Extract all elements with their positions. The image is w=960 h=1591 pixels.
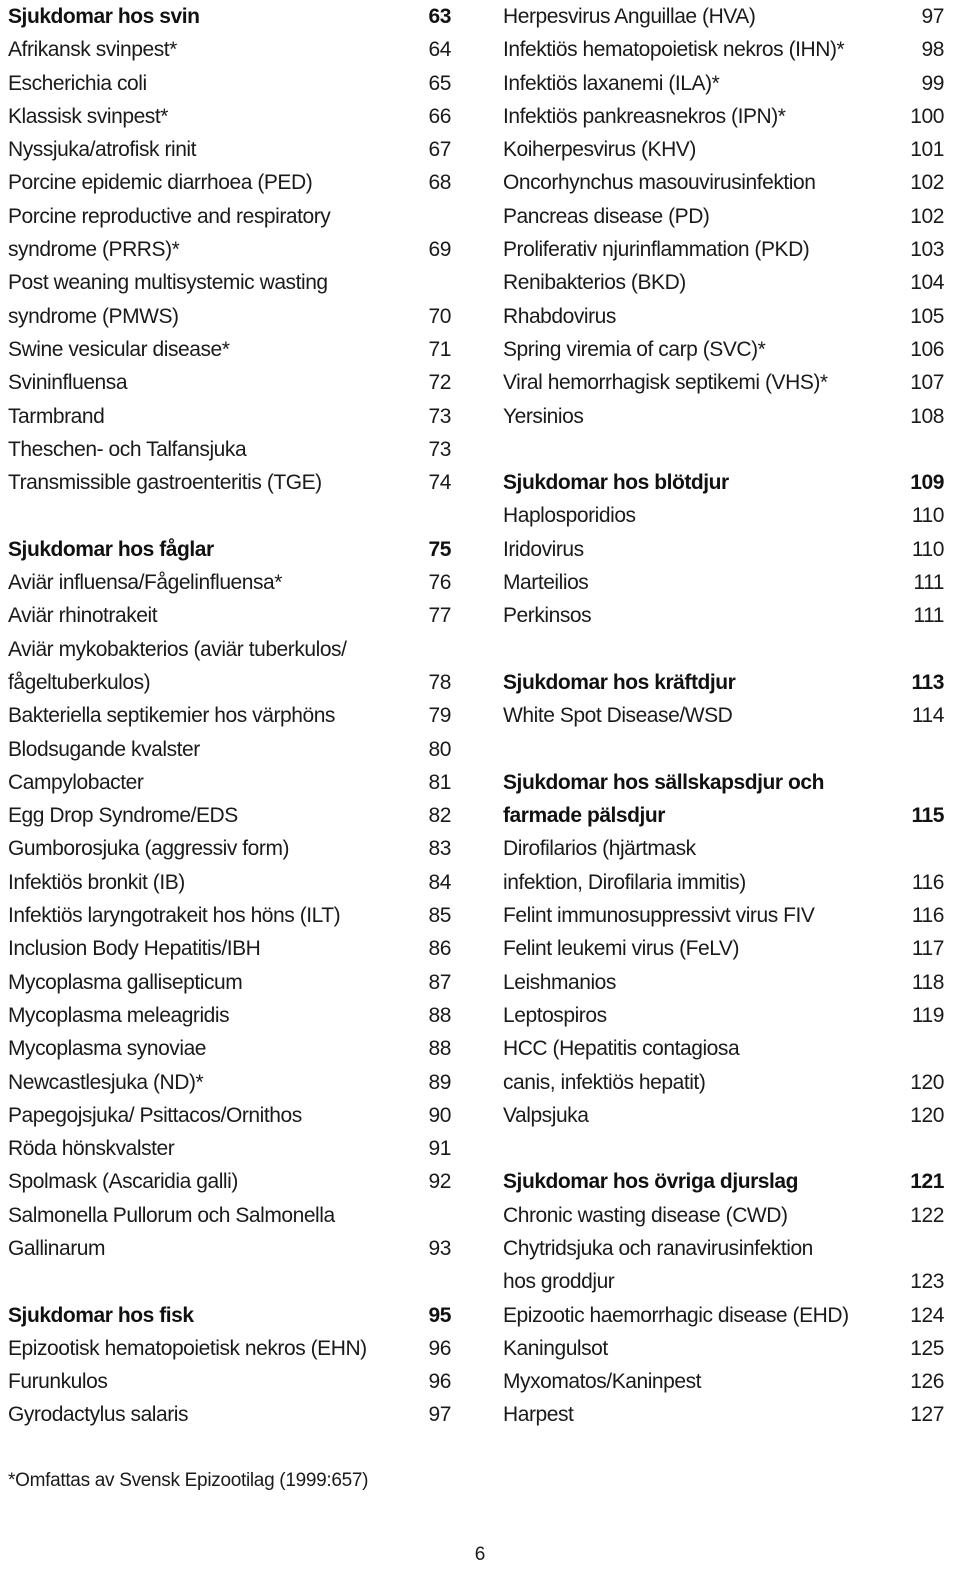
toc-entry: [503, 366, 944, 399]
page-ref: 91: [428, 1137, 451, 1161]
entry-title: Infektiös bronkit (IB): [8, 870, 185, 894]
page-ref: 113: [911, 670, 944, 694]
toc-entry: [8, 1199, 451, 1232]
page-ref: 68: [428, 171, 451, 195]
section-spacer: [503, 1132, 944, 1165]
entry-title: Perkinsos: [503, 604, 592, 628]
page-ref: 123: [910, 1270, 944, 1294]
toc-entry: [503, 566, 944, 599]
toc-entry: [8, 166, 451, 199]
toc-entry: [503, 533, 944, 566]
page-ref: 74: [428, 471, 451, 495]
toc-entry: [503, 100, 944, 133]
page-ref: 115: [911, 804, 944, 828]
toc-entry: [503, 1032, 944, 1065]
page-ref: 118: [911, 970, 944, 994]
toc-section-heading: [503, 766, 944, 799]
entry-title: Felint immunosuppressivt virus FIV: [503, 904, 815, 928]
page-ref: 79: [428, 704, 451, 728]
entry-title: Felint leukemi virus (FeLV): [503, 937, 740, 961]
page-ref: 106: [910, 337, 944, 361]
section-spacer: [503, 433, 944, 466]
entry-title: Inclusion Body Hepatitis/IBH: [8, 937, 261, 961]
heading-title: Sjukdomar hos fåglar: [8, 537, 214, 561]
page-ref: 71: [428, 337, 451, 361]
entry-title: Dirofilarios (hjärtmask: [503, 837, 696, 861]
page-ref: 87: [428, 970, 451, 994]
toc-entry: [8, 1332, 451, 1365]
entry-title: Koiherpesvirus (KHV): [503, 138, 696, 162]
entry-title: Röda hönskvalster: [8, 1137, 175, 1161]
toc-entry: [8, 799, 451, 832]
toc-entry: [503, 1099, 944, 1132]
entry-title: Transmissible gastroenteritis (TGE): [8, 471, 322, 495]
page-ref: 126: [910, 1370, 944, 1394]
page-ref: 86: [428, 937, 451, 961]
toc-entry: [8, 1165, 451, 1198]
entry-title: Pancreas disease (PD): [503, 204, 710, 228]
toc-entry: [503, 1365, 944, 1398]
section-spacer: [8, 499, 451, 532]
entry-title: Epizootic haemorrhagic disease (EHD): [503, 1303, 849, 1327]
toc-entry: [503, 866, 944, 899]
entry-title: Porcine reproductive and respiratory: [8, 204, 331, 228]
page-ref: 67: [428, 138, 451, 162]
toc-entry: [503, 699, 944, 732]
page-ref: 80: [428, 737, 451, 761]
entry-title: Egg Drop Syndrome/EDS: [8, 804, 238, 828]
toc-section-heading: [503, 666, 944, 699]
page-ref: 96: [428, 1336, 451, 1360]
entry-title: Chronic wasting disease (CWD): [503, 1203, 788, 1227]
page-ref: 95: [428, 1303, 451, 1327]
page-ref: 102: [910, 171, 944, 195]
entry-title: hos groddjur: [503, 1270, 615, 1294]
entry-title: Newcastlesjuka (ND)*: [8, 1070, 204, 1094]
entry-title: Blodsugande kvalster: [8, 737, 200, 761]
entry-title: Bakteriella septikemier hos värphöns: [8, 704, 335, 728]
page-ref: 85: [428, 904, 451, 928]
page-ref: 63: [428, 5, 451, 28]
toc-entry: [8, 932, 451, 965]
toc-entry: [503, 1265, 944, 1298]
entry-title: syndrome (PRRS)*: [8, 238, 180, 262]
page-ref: 105: [910, 304, 944, 328]
page-ref: 70: [428, 304, 451, 328]
entry-title: Herpesvirus Anguillae (HVA): [503, 5, 756, 28]
page-ref: 103: [910, 238, 944, 262]
entry-title: Rhabdovirus: [503, 304, 616, 328]
page-ref: 99: [921, 71, 944, 95]
toc-entry: [8, 133, 451, 166]
heading-title: Sjukdomar hos svin: [8, 5, 200, 28]
page-ref: 124: [910, 1303, 944, 1327]
footnote: *Omfattas av Svensk Epizootilag (1999:657): [8, 1470, 369, 1491]
toc-entry: [8, 666, 451, 699]
page-ref: 102: [910, 204, 944, 228]
section-spacer: [503, 633, 944, 666]
toc-entry: [503, 999, 944, 1032]
page-ref: 82: [428, 804, 451, 828]
entry-title: Oncorhynchus masouvirusinfektion: [503, 171, 816, 195]
page-ref: 116: [911, 904, 944, 928]
heading-title: Sjukdomar hos blötdjur: [503, 471, 729, 495]
page-ref: 81: [428, 770, 451, 794]
page-ref: 119: [911, 1003, 944, 1027]
entry-title: Gyrodactylus salaris: [8, 1403, 189, 1427]
toc-entry: [503, 899, 944, 932]
page-ref: 111: [913, 604, 944, 628]
entry-title: Leishmanios: [503, 970, 616, 994]
page-ref: 104: [910, 271, 944, 295]
entry-title: Viral hemorrhagisk septikemi (VHS)*: [503, 371, 828, 395]
entry-title: Kaningulsot: [503, 1336, 608, 1360]
toc-entry: [503, 400, 944, 433]
entry-title: Aviär rhinotrakeit: [8, 604, 158, 628]
page-ref: 108: [910, 404, 944, 428]
entry-title: Infektiös hematopoietisk nekros (IHN)*: [503, 38, 845, 62]
page-ref: 72: [428, 371, 451, 395]
toc-section-heading: [8, 533, 451, 566]
toc-entry: [8, 899, 451, 932]
toc-section-heading: [503, 1165, 944, 1198]
page-ref: 98: [921, 38, 944, 62]
entry-title: Infektiös laxanemi (ILA)*: [503, 71, 720, 95]
entry-title: Klassisk svinpest*: [8, 104, 168, 128]
entry-title: Post weaning multisystemic wasting: [8, 271, 328, 295]
toc-entry: [8, 200, 451, 233]
toc-entry: [8, 1099, 451, 1132]
entry-title: Myxomatos/Kaninpest: [503, 1370, 702, 1394]
toc-entry: [8, 1132, 451, 1165]
entry-title: Salmonella Pullorum och Salmonella: [8, 1203, 335, 1227]
toc-entry: [8, 1365, 451, 1398]
page-ref: 69: [428, 238, 451, 262]
entry-title: Campylobacter: [8, 770, 144, 794]
toc-section-heading: [8, 1299, 451, 1332]
entry-title: Escherichia coli: [8, 71, 147, 95]
page-ref: 77: [428, 604, 451, 628]
page-ref: 110: [911, 537, 944, 561]
page-ref: 88: [428, 1037, 451, 1061]
page-ref: 97: [428, 1403, 451, 1427]
entry-title: Porcine epidemic diarrhoea (PED): [8, 171, 313, 195]
entry-title: Aviär influensa/Fågelinfluensa*: [8, 571, 283, 595]
toc-entry: [8, 966, 451, 999]
entry-title: Papegojsjuka/ Psittacos/Ornithos: [8, 1103, 302, 1127]
entry-title: Epizootisk hematopoietisk nekros (EHN): [8, 1336, 367, 1360]
entry-title: Yersinios: [503, 404, 584, 428]
toc-entry: [8, 333, 451, 366]
page-ref: 64: [428, 38, 451, 62]
toc-entry: [503, 233, 944, 266]
toc-entry: [503, 67, 944, 100]
toc-entry: [8, 1232, 451, 1265]
toc-entry: [503, 499, 944, 532]
toc-entry: [8, 733, 451, 766]
page-ref: 107: [910, 371, 944, 395]
entry-title: Proliferativ njurinflammation (PKD): [503, 238, 810, 262]
page-ref: 117: [911, 937, 944, 961]
entry-title: Leptospiros: [503, 1003, 607, 1027]
toc-entry: [503, 166, 944, 199]
page-ref: 97: [921, 5, 944, 28]
entry-title: Afrikansk svinpest*: [8, 38, 177, 62]
page-ref: 84: [428, 870, 451, 894]
page-ref: 110: [911, 504, 944, 528]
toc-entry: [503, 932, 944, 965]
toc-entry: [503, 1299, 944, 1332]
entry-title: Gallinarum: [8, 1236, 106, 1260]
toc-entry: [503, 33, 944, 66]
toc-entry: [8, 1398, 451, 1431]
toc-entry: [503, 300, 944, 333]
entry-title: fågeltuberkulos): [8, 670, 151, 694]
entry-title: Valpsjuka: [503, 1103, 589, 1127]
toc-entry: [8, 33, 451, 66]
toc-entry: [8, 866, 451, 899]
toc-entry: [503, 599, 944, 632]
toc-entry: [8, 633, 451, 666]
toc-entry: [503, 133, 944, 166]
entry-title: Marteilios: [503, 571, 589, 595]
entry-title: Harpest: [503, 1403, 574, 1427]
page-ref: 88: [428, 1003, 451, 1027]
entry-title: Nyssjuka/atrofisk rinit: [8, 138, 197, 162]
heading-title: Sjukdomar hos kräftdjur: [503, 670, 736, 694]
entry-title: Iridovirus: [503, 537, 584, 561]
toc-entry: [503, 0, 944, 33]
entry-title: Mycoplasma synoviae: [8, 1037, 207, 1061]
page-ref: 83: [428, 837, 451, 861]
toc-entry: [8, 699, 451, 732]
page-ref: 114: [911, 704, 944, 728]
page-ref: 92: [428, 1170, 451, 1194]
toc-entry: [8, 466, 451, 499]
entry-title: Mycoplasma meleagridis: [8, 1003, 230, 1027]
page-ref: 89: [428, 1070, 451, 1094]
section-spacer: [503, 733, 944, 766]
heading-title: Sjukdomar hos övriga djurslag: [503, 1170, 799, 1194]
toc-entry: [503, 200, 944, 233]
entry-title: Gumborosjuka (aggressiv form): [8, 837, 290, 861]
page-ref: 93: [428, 1236, 451, 1260]
page-number: 6: [474, 1544, 486, 1565]
entry-title: Furunkulos: [8, 1370, 108, 1394]
page-ref: 101: [910, 138, 944, 162]
toc-entry: [503, 1332, 944, 1365]
toc-entry: [8, 67, 451, 100]
heading-title: Sjukdomar hos fisk: [8, 1303, 194, 1327]
entry-title: Infektiös laryngotrakeit hos höns (ILT): [8, 904, 341, 928]
page-ref: 65: [428, 71, 451, 95]
page-ref: 120: [910, 1103, 944, 1127]
page-ref: 76: [428, 571, 451, 595]
toc-entry: [8, 1066, 451, 1099]
toc-entry: [503, 333, 944, 366]
page-ref: 125: [910, 1336, 944, 1360]
heading-title: farmade pälsdjur: [503, 804, 666, 828]
page-ref: 121: [910, 1170, 944, 1194]
page-ref: 78: [428, 670, 451, 694]
page-ref: 111: [913, 571, 944, 595]
page-ref: 66: [428, 104, 451, 128]
toc-entry: [8, 832, 451, 865]
page-ref: 109: [910, 471, 944, 495]
toc-entry: [8, 100, 451, 133]
toc-entry: [503, 1232, 944, 1265]
entry-title: Mycoplasma gallisepticum: [8, 970, 243, 994]
toc-entry: [8, 766, 451, 799]
toc-column-left: [8, 0, 451, 1432]
toc-entry: [8, 599, 451, 632]
entry-title: infektion, Dirofilaria immitis): [503, 870, 746, 894]
page-ref: 122: [910, 1203, 944, 1227]
entry-title: White Spot Disease/WSD: [503, 704, 733, 728]
page-ref: 100: [910, 104, 944, 128]
page-ref: 90: [428, 1103, 451, 1127]
page-ref: 96: [428, 1370, 451, 1394]
entry-title: Theschen- och Talfansjuka: [8, 437, 247, 461]
toc-section-heading: [503, 466, 944, 499]
toc-entry: [503, 266, 944, 299]
toc-entry: [8, 366, 451, 399]
entry-title: Spolmask (Ascaridia galli): [8, 1170, 238, 1194]
entry-title: Haplosporidios: [503, 504, 636, 528]
toc-entry: [8, 233, 451, 266]
page-ref: 73: [428, 404, 451, 428]
toc-column-right: [503, 0, 944, 1432]
toc-entry: [8, 266, 451, 299]
entry-title: Svininfluensa: [8, 371, 128, 395]
toc-entry: [503, 1066, 944, 1099]
toc-entry: [8, 433, 451, 466]
toc-entry: [8, 400, 451, 433]
toc-section-heading: [503, 799, 944, 832]
page-ref: 120: [910, 1070, 944, 1094]
toc-entry: [8, 300, 451, 333]
entry-title: Infektiös pankreasnekros (IPN)*: [503, 104, 786, 128]
page-ref: 75: [428, 537, 451, 561]
section-spacer: [8, 1265, 451, 1298]
heading-title: Sjukdomar hos sällskapsdjur och: [503, 770, 824, 794]
toc-section-heading: [8, 0, 451, 33]
page-ref: 127: [910, 1403, 944, 1427]
toc-entry: [503, 832, 944, 865]
entry-title: canis, infektiös hepatit): [503, 1070, 706, 1094]
toc-entry: [503, 1199, 944, 1232]
entry-title: Chytridsjuka och ranavirusinfektion: [503, 1236, 813, 1260]
entry-title: Swine vesicular disease*: [8, 337, 230, 361]
entry-title: Tarmbrand: [8, 404, 105, 428]
toc-entry: [8, 999, 451, 1032]
entry-title: Spring viremia of carp (SVC)*: [503, 337, 766, 361]
toc-entry: [503, 966, 944, 999]
entry-title: Aviär mykobakterios (aviär tuberkulos/: [8, 637, 347, 661]
entry-title: HCC (Hepatitis contagiosa: [503, 1037, 740, 1061]
entry-title: syndrome (PMWS): [8, 304, 179, 328]
entry-title: Renibakterios (BKD): [503, 271, 686, 295]
page-ref: 73: [428, 437, 451, 461]
toc-entry: [503, 1398, 944, 1431]
toc-entry: [8, 1032, 451, 1065]
page-ref: 116: [911, 870, 944, 894]
toc-entry: [8, 566, 451, 599]
